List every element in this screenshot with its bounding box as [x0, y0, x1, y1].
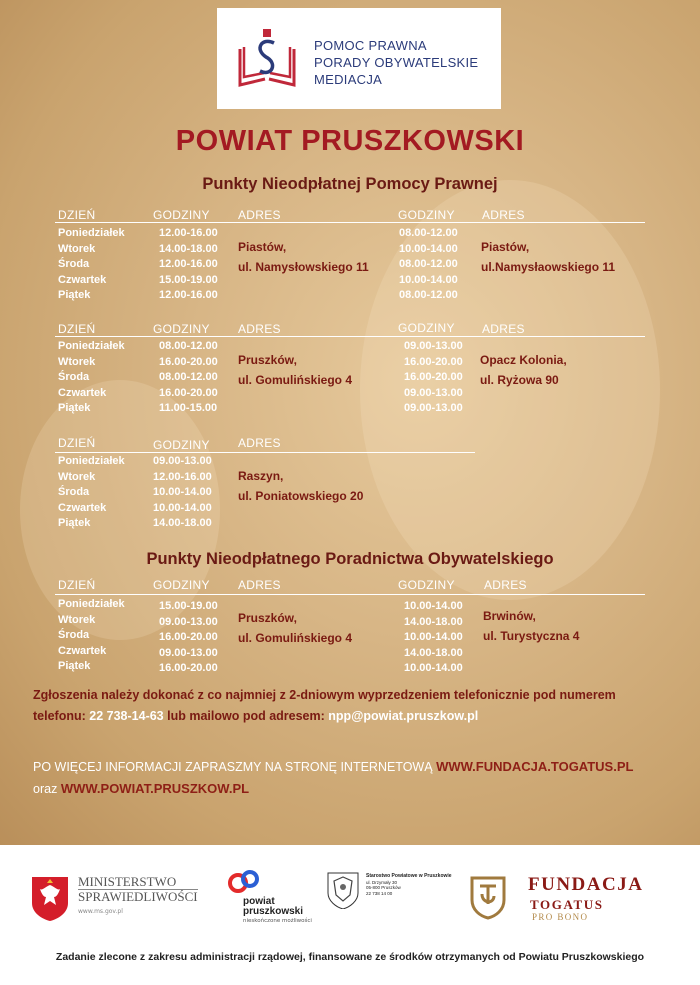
header-hours: GODZINY [153, 578, 210, 592]
day: Środa [58, 258, 90, 271]
address-street: ul. Poniatowskiego 20 [238, 489, 364, 503]
phone-number[interactable]: 22 738-14-63 [89, 709, 164, 723]
address [483, 606, 579, 646]
divider [55, 336, 645, 337]
header-address: ADRES [482, 322, 525, 336]
header-hours: GODZINY [153, 438, 210, 452]
hours: 14.00-18.00 [404, 646, 463, 659]
hours: 08.00-12.00 [399, 227, 458, 239]
hours: 08.00-12.00 [399, 289, 458, 302]
header-address: ADRES [238, 436, 281, 450]
header-hours: GODZINY [153, 322, 210, 336]
header-day: DZIEŃ [58, 436, 96, 450]
footer [0, 845, 700, 985]
starostwo-coat-of-arms-icon [326, 871, 360, 909]
hours: 16.00-20.00 [159, 662, 218, 675]
header-hours: GODZINY [398, 321, 455, 335]
logo-text [314, 37, 478, 88]
hours: 12.00-16.00 [159, 289, 218, 302]
starostwo-text [366, 874, 452, 896]
address [238, 237, 369, 277]
day: Wtorek [58, 470, 96, 483]
hours: 14.00-18.00 [159, 242, 218, 255]
header-address: ADRES [482, 208, 525, 222]
starostwo-line-3: 05-800 Pruszków [366, 885, 401, 890]
address-street: ul.Namysłaowskiego 11 [481, 260, 616, 274]
divider [55, 452, 475, 453]
day: Poniedziałek [58, 227, 125, 239]
address [238, 608, 352, 648]
hours-list [399, 226, 458, 304]
hours-list [153, 454, 212, 532]
ministry-line-1: MINISTERSTWO [78, 874, 177, 889]
hours: 10.00-14.00 [153, 501, 212, 514]
address [480, 350, 567, 390]
ministry-line-2: SPRAWIEDLIWOŚCI [78, 889, 198, 904]
hours: 10.00-14.00 [404, 662, 463, 675]
powiat-tagline: nieskończone możliwości [243, 918, 312, 924]
hours: 09.00-13.00 [404, 402, 463, 415]
hours: 09.00-13.00 [404, 386, 463, 399]
day: Czwartek [58, 644, 107, 657]
starostwo-line-1: Starostwo Powiatowe w Pruszkowie [366, 873, 452, 879]
address [238, 466, 363, 506]
hours: 08.00-12.00 [399, 258, 458, 271]
email-link[interactable]: npp@powiat.pruszkow.pl [328, 709, 479, 723]
hours: 14.00-18.00 [153, 517, 212, 530]
polish-eagle-emblem-icon [30, 875, 70, 921]
day: Wtorek [58, 613, 96, 626]
address-city: Opacz Kolonia, [480, 353, 567, 367]
page-title: POWIAT PRUSZKOWSKI [175, 125, 525, 157]
day: Piątek [58, 402, 91, 415]
hours: 08.00-12.00 [159, 371, 218, 384]
starostwo-line-2: ul. Drzymały 30 [366, 879, 398, 885]
day: Wtorek [58, 242, 96, 255]
powiat-line-2: pruszkowski [243, 906, 304, 917]
section-title-civic-advice: Punkty Nieodpłatnego Poradnictwa Obywatelskiego [146, 550, 554, 568]
day-list [58, 597, 125, 675]
pomoc-prawna-logo-icon [236, 29, 298, 91]
hours: 10.00-14.00 [399, 273, 458, 286]
hours: 16.00-20.00 [159, 355, 218, 368]
address-city: Brwinów, [483, 609, 536, 623]
powiat-website-link[interactable]: WWW.POWIAT.PRUSZKOW.PL [60, 781, 250, 796]
oraz-text: oraz [33, 782, 58, 796]
day: Środa [58, 629, 90, 642]
day: Środa [58, 371, 90, 384]
hours: 09.00-13.00 [159, 646, 218, 659]
hours: 16.00-20.00 [159, 386, 218, 399]
hours: 15.00-19.00 [159, 600, 218, 612]
hours: 12.00-16.00 [159, 227, 218, 239]
day: Wtorek [58, 355, 96, 368]
header-address: ADRES [238, 578, 281, 592]
day-list [58, 339, 125, 417]
registration-notice [33, 685, 653, 727]
header-day: DZIEŃ [58, 322, 96, 336]
ministry-logo-text [78, 875, 198, 904]
address [481, 237, 615, 277]
header-address: ADRES [484, 578, 527, 592]
starostwo-line-4: 22 738 14 00 [366, 890, 393, 896]
header-hours: GODZINY [398, 208, 455, 222]
ministry-url: www.ms.gov.pl [78, 908, 123, 915]
header-address: ADRES [238, 208, 281, 222]
fundacja-website-link[interactable]: WWW.FUNDACJA.TOGATUS.PL [436, 759, 634, 774]
header-day: DZIEŃ [58, 578, 96, 592]
hours: 15.00-19.00 [159, 273, 218, 286]
address-city: Pruszków, [238, 353, 297, 367]
hours: 12.00-16.00 [159, 258, 218, 271]
powiat-line-1: powiat [243, 896, 275, 907]
fundacja-name: FUNDACJA [528, 874, 644, 895]
hours: 09.00-13.00 [159, 615, 218, 628]
hours-list [159, 599, 218, 677]
hours: 16.00-20.00 [159, 631, 218, 644]
day: Poniedziałek [58, 340, 125, 352]
address-city: Piastów, [238, 240, 287, 254]
hours-list [404, 339, 463, 417]
header-hours: GODZINY [398, 578, 455, 592]
hours-list [404, 599, 463, 677]
hours: 14.00-18.00 [404, 615, 463, 628]
hours: 10.00-14.00 [153, 486, 212, 499]
hours: 11.00-15.00 [159, 402, 218, 415]
day: Czwartek [58, 501, 107, 514]
divider [55, 594, 645, 595]
section-title-legal-aid: Punkty Nieodpłatnej Pomocy Prawnej [202, 175, 498, 193]
address [238, 350, 352, 390]
day: Piątek [58, 517, 91, 530]
funding-note: Zadanie zlecone z zakresu administracji rządowej, finansowane ze środków otrzymanych od Powiatu Pruszkowskiego [55, 951, 645, 963]
day: Środa [58, 486, 90, 499]
address-street: ul. Gomulińskiego 4 [238, 373, 353, 387]
hours: 10.00-14.00 [404, 600, 463, 612]
logo-line-3: MEDIACJA [314, 72, 383, 87]
fundacja-togatus-logo-icon [468, 874, 508, 920]
address-street: ul. Gomulińskiego 4 [238, 631, 353, 645]
address-street: ul. Ryżowa 90 [480, 373, 559, 387]
address-city: Raszyn, [238, 469, 284, 483]
more-info [33, 756, 673, 800]
info-text: PO WIĘCEJ INFORMACJI ZAPRASZMY NA STRONĘ INTERNETOWĄ [33, 760, 433, 774]
hours: 12.00-16.00 [153, 470, 212, 483]
day: Poniedziałek [58, 455, 125, 467]
day: Czwartek [58, 273, 107, 286]
logo-line-2: PORADY OBYWATELSKIE [314, 55, 479, 70]
powiat-logo-text [243, 897, 303, 917]
notice-text-2: lub mailowo pod adresem: [167, 709, 325, 723]
hours: 08.00-12.00 [159, 340, 218, 352]
address-street: ul. Turystyczna 4 [483, 629, 580, 643]
day: Piątek [58, 660, 91, 673]
hours: 10.00-14.00 [399, 242, 458, 255]
day-list [58, 226, 125, 304]
logo-line-1: POMOC PRAWNA [314, 38, 427, 53]
address-city: Piastów, [481, 240, 530, 254]
day: Poniedziałek [58, 598, 125, 610]
day: Piątek [58, 289, 91, 302]
pro-bono-text: PRO BONO [532, 912, 589, 922]
notice-text: Zgłoszenia należy dokonać z co najmniej z 2-dniowym wyprzedzeniem telefonicznie pod numerem telefonu: [33, 688, 616, 723]
hours: 09.00-13.00 [404, 340, 463, 352]
hours: 09.00-13.00 [153, 455, 212, 467]
day-list [58, 454, 125, 532]
address-city: Pruszków, [238, 611, 297, 625]
hours: 16.00-20.00 [404, 371, 463, 384]
hours-list [159, 339, 218, 417]
header-hours: GODZINY [153, 208, 210, 222]
hours-list [159, 226, 218, 304]
day: Czwartek [58, 386, 107, 399]
hours: 16.00-20.00 [404, 355, 463, 368]
address-street: ul. Namysłowskiego 11 [238, 260, 369, 274]
header-address: ADRES [238, 322, 281, 336]
togatus-name: TOGATUS [530, 897, 604, 912]
powiat-pruszkowski-logo-icon [228, 869, 262, 897]
hours: 10.00-14.00 [404, 631, 463, 644]
divider [55, 222, 645, 223]
header-day: DZIEŃ [58, 208, 96, 222]
